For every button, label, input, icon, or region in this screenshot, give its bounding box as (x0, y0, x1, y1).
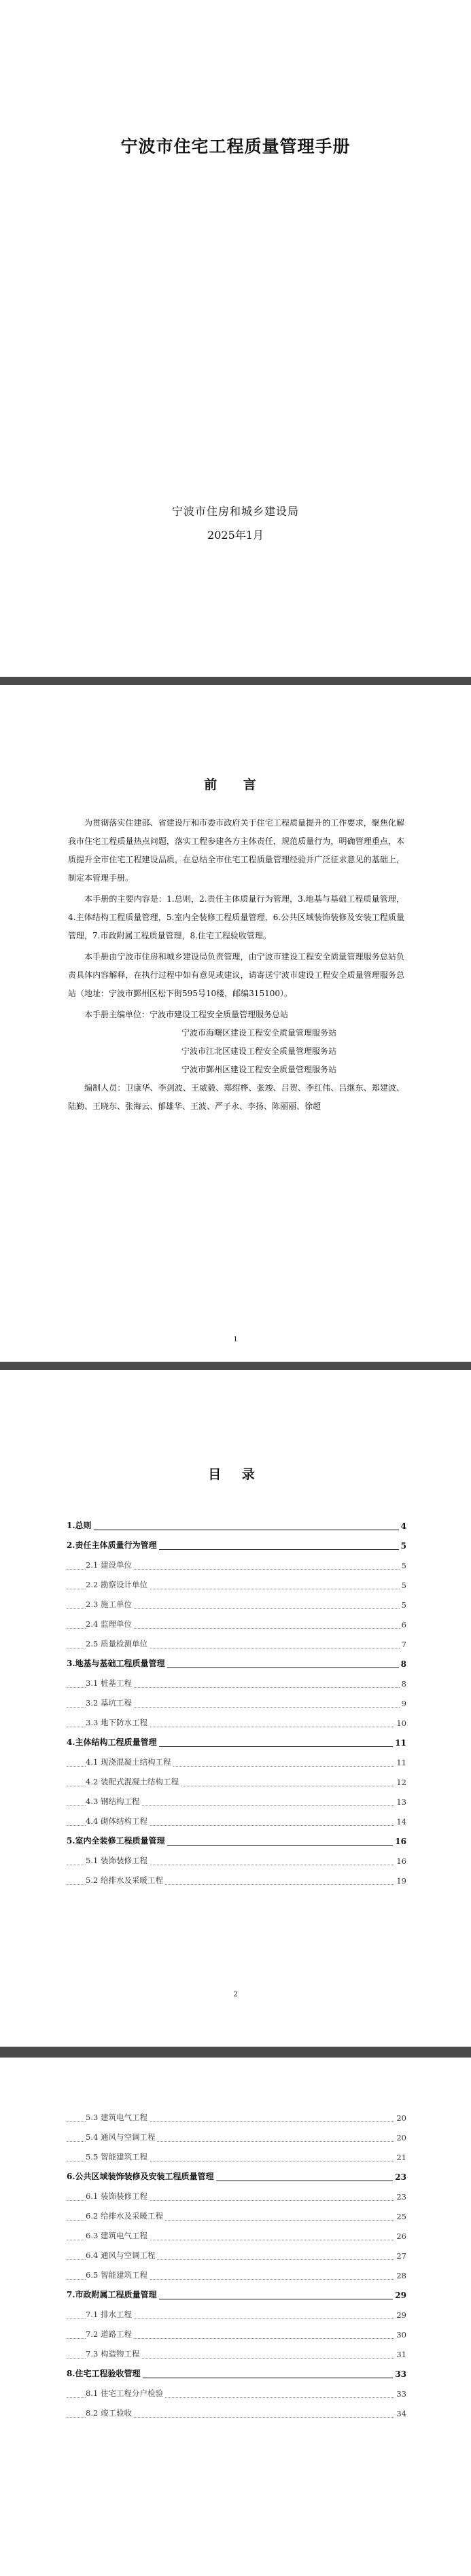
toc-section-entry[interactable] (67, 1712, 406, 1732)
toc-chapter-entry[interactable] (67, 1653, 406, 1673)
toc-section-entry[interactable] (67, 2107, 406, 2127)
toc-entry-label: 2.3 施工单位 (86, 1599, 134, 1610)
toc-entry-label: 7.2 道路工程 (86, 2329, 134, 2340)
toc-entry-page: 12 (394, 1778, 406, 1787)
units-label: 本手册主编单位： (84, 1010, 150, 1019)
toc-section-entry[interactable] (67, 2206, 406, 2225)
toc-chapter-entry[interactable] (67, 1831, 406, 1850)
toc-entry-label: 4.1 现浇混凝土结构工程 (86, 1757, 173, 1767)
page-number: 2 (233, 1991, 238, 1998)
toc-section-entry[interactable] (67, 1752, 406, 1771)
toc-section-entry[interactable] (67, 2403, 406, 2422)
toc-entry-page: 33 (393, 2369, 406, 2379)
toc-entry-label: 8.住宅工程验收管理 (67, 2367, 143, 2379)
toc-entry-label: 4.4 砌体结构工程 (86, 1816, 150, 1827)
toc-entry-page: 16 (393, 1837, 406, 1846)
toc-entry-page: 4 (399, 1521, 406, 1531)
toc-entry-page: 23 (393, 2172, 406, 2182)
toc-section-entry[interactable] (67, 2245, 406, 2265)
toc-entry-label: 4.2 装配式混凝土结构工程 (86, 1776, 181, 1787)
toc-entry-page: 33 (394, 2389, 406, 2399)
toc-entry-label: 8.2 竣工验收 (86, 2407, 134, 2418)
toc-entry-label: 1.总则 (67, 1519, 94, 1531)
toc-entry-page: 8 (399, 1659, 406, 1669)
toc-entry-page: 16 (394, 1856, 406, 1866)
toc-title: 目 录 (208, 1467, 263, 1482)
toc-entry-page: 23 (394, 2192, 406, 2202)
toc-section-entry[interactable] (67, 2344, 406, 2363)
cover-organization: 宁波市住房和城乡建设局 (171, 505, 299, 518)
toc-entry-page: 29 (393, 2291, 406, 2300)
cover-page (0, 0, 471, 677)
toc-entry-page: 8 (400, 1679, 406, 1689)
cover-title: 宁波市住宅工程质量管理手册 (120, 137, 351, 156)
unit-name: 宁波市海曙区建设工程安全质量管理服务站 (181, 1028, 337, 1038)
toc-entry-page: 5 (400, 1600, 406, 1610)
page-number: 1 (233, 1336, 238, 1343)
toc-chapter-entry[interactable] (67, 1515, 406, 1535)
toc-section-entry[interactable] (67, 2383, 406, 2403)
toc-entry-label: 5.3 建筑电气工程 (86, 2112, 150, 2123)
toc-chapter-entry[interactable] (67, 2363, 406, 2383)
toc-entry-label: 4.3 钢结构工程 (86, 1796, 141, 1807)
toc-chapter-entry[interactable] (67, 1732, 406, 1752)
toc-entry-label: 8.1 住宅工程分户检验 (86, 2388, 165, 2399)
toc-chapter-entry[interactable] (67, 2166, 406, 2186)
toc-entry-page: 21 (394, 2153, 406, 2162)
toc-entry-label: 3.2 基坑工程 (86, 1697, 134, 1708)
toc-entry-label: 2.1 建设单位 (86, 1559, 134, 1570)
toc-entry-page: 27 (394, 2251, 406, 2261)
toc-entry-label: 6.2 给排水及采暖工程 (86, 2210, 165, 2221)
toc-entry-label: 7.1 排水工程 (86, 2309, 134, 2320)
toc-entry-page: 31 (394, 2350, 406, 2359)
toc-section-entry[interactable] (67, 1870, 406, 1890)
toc-entry-page: 20 (394, 2113, 406, 2123)
toc-list (67, 2107, 406, 2422)
toc-section-entry[interactable] (67, 1614, 406, 1634)
cover-date: 2025年1月 (207, 529, 264, 542)
toc-section-entry[interactable] (67, 1555, 406, 1574)
toc-section-entry[interactable] (67, 1673, 406, 1693)
preface-staff: 编制人员：卫康华、李剑波、王威毅、郑绍桦、张竣、吕贺、李红伟、吕继东、郑建波、陆勤、王晓东、张海云、郁雄华、王波、严子永、李扬、陈丽丽、徐超 (68, 1083, 404, 1111)
toc-page (0, 1370, 471, 2047)
toc-section-entry[interactable] (67, 1574, 406, 1594)
toc-entry-label: 2.5 质量检测单位 (86, 1638, 150, 1649)
toc-section-entry[interactable] (67, 2127, 406, 2147)
toc-entry-page: 28 (394, 2271, 406, 2280)
toc-entry-label: 6.3 建筑电气工程 (86, 2230, 150, 2241)
toc-entry-page: 29 (394, 2310, 406, 2320)
preface-body (68, 814, 404, 1118)
toc-entry-page: 25 (394, 2212, 406, 2221)
toc-entry-page: 30 (394, 2330, 406, 2340)
preface-page (0, 685, 471, 1362)
toc-entry-page: 10 (394, 1718, 406, 1728)
toc-entry-label: 5.室内全装修工程质量管理 (67, 1835, 167, 1846)
toc-entry-label: 7.市政附属工程质量管理 (67, 2289, 159, 2300)
toc-entry-label: 6.4 通风与空调工程 (86, 2250, 157, 2261)
toc-entry-page: 13 (394, 1797, 406, 1807)
preface-units-first (68, 1006, 404, 1024)
toc-entry-label: 3.3 地下防水工程 (86, 1717, 150, 1728)
toc-chapter-entry[interactable] (67, 1535, 406, 1555)
toc-chapter-entry[interactable] (67, 2284, 406, 2304)
unit-name: 宁波市鄞州区建设工程安全质量管理服务站 (181, 1065, 337, 1074)
toc-entry-label: 5.1 装饰装修工程 (86, 1855, 150, 1866)
toc-entry-page: 19 (394, 1876, 406, 1886)
toc-entry-page: 34 (394, 2409, 406, 2418)
toc-entry-page: 11 (393, 1738, 406, 1748)
preface-paragraph: 为贯彻落实住建部、省建设厅和市委市政府关于住宅工程质量提升的工作要求，聚焦化解我市住宅工程质量热点问题，落实工程参建各方主体责任，规范质量行为，明确管理重点，本质提升全市住宅工程建设品质，在总结全市住宅工程质量管理经验并广泛征求意见的基础上，制定本管理手册。 (68, 818, 404, 883)
toc-page-continued (0, 2058, 471, 2576)
toc-entry-label: 2.2 勘察设计单位 (86, 1579, 150, 1590)
toc-entry-label: 6.5 智能建筑工程 (86, 2270, 150, 2280)
toc-entry-label: 6.公共区域装饰装修及安装工程质量管理 (67, 2170, 216, 2182)
toc-section-entry[interactable] (67, 1850, 406, 1870)
toc-section-entry[interactable] (67, 1771, 406, 1791)
toc-entry-label: 5.4 通风与空调工程 (86, 2132, 157, 2142)
preface-paragraph: 本手册由宁波市住房和城乡建设局负责管理，由宁波市建设工程安全质量管理服务总站负责具体内容解释，在执行过程中如有意见或建议，请寄送宁波市建设工程安全质量管理服务总站（地址：宁波市鄞州区松下街595号10楼，邮编315100）。 (68, 952, 404, 998)
toc-entry-label: 2.责任主体质量行为管理 (67, 1539, 159, 1551)
toc-entry-page: 14 (394, 1817, 406, 1827)
toc-section-entry[interactable] (67, 1811, 406, 1831)
toc-entry-label: 5.2 给排水及采暖工程 (86, 1875, 165, 1886)
unit-name: 宁波市江北区建设工程安全质量管理服务站 (181, 1046, 337, 1056)
toc-entry-label: 5.5 智能建筑工程 (86, 2151, 150, 2162)
toc-entry-page: 7 (400, 1640, 406, 1649)
toc-entry-label: 4.主体结构工程质量管理 (67, 1736, 159, 1748)
toc-section-entry[interactable] (67, 1693, 406, 1712)
toc-section-entry[interactable] (67, 2304, 406, 2324)
toc-section-entry[interactable] (67, 1634, 406, 1653)
toc-entry-label: 3.地基与基础工程质量管理 (67, 1657, 167, 1669)
toc-entry-label: 3.1 桩基工程 (86, 1678, 134, 1689)
toc-entry-page: 5 (400, 1561, 406, 1570)
toc-section-entry[interactable] (67, 1594, 406, 1614)
toc-list (67, 1515, 406, 1890)
toc-section-entry[interactable] (67, 2324, 406, 2344)
toc-entry-page: 11 (394, 1758, 406, 1767)
toc-entry-label: 2.4 监理单位 (86, 1619, 134, 1629)
toc-entry-label: 6.1 装饰装修工程 (86, 2191, 150, 2202)
toc-section-entry[interactable] (67, 2186, 406, 2206)
toc-entry-page: 6 (400, 1620, 406, 1629)
toc-entry-page: 20 (394, 2133, 406, 2142)
toc-section-entry[interactable] (67, 2265, 406, 2284)
toc-entry-label: 7.3 构造物工程 (86, 2348, 141, 2359)
toc-entry-page: 5 (399, 1541, 406, 1551)
toc-entry-page: 26 (394, 2231, 406, 2241)
preface-paragraph: 本手册的主要内容是：1.总则，2.责任主体质量行为管理，3.地基与基础工程质量管理，4.主体结构工程质量管理，5.室内全装修工程质量管理，6.公共区域装饰装修及安装工程质量管理，7.市政附属工程质量管理，8.住宅工程验收管理。 (68, 894, 404, 940)
unit-name: 宁波市建设工程安全质量管理服务总站 (150, 1010, 289, 1019)
toc-section-entry[interactable] (67, 2147, 406, 2166)
toc-section-entry[interactable] (67, 2225, 406, 2245)
toc-entry-page: 5 (400, 1581, 406, 1590)
toc-entry-page: 9 (400, 1699, 406, 1708)
toc-section-entry[interactable] (67, 1791, 406, 1811)
preface-title: 前 言 (204, 777, 267, 792)
